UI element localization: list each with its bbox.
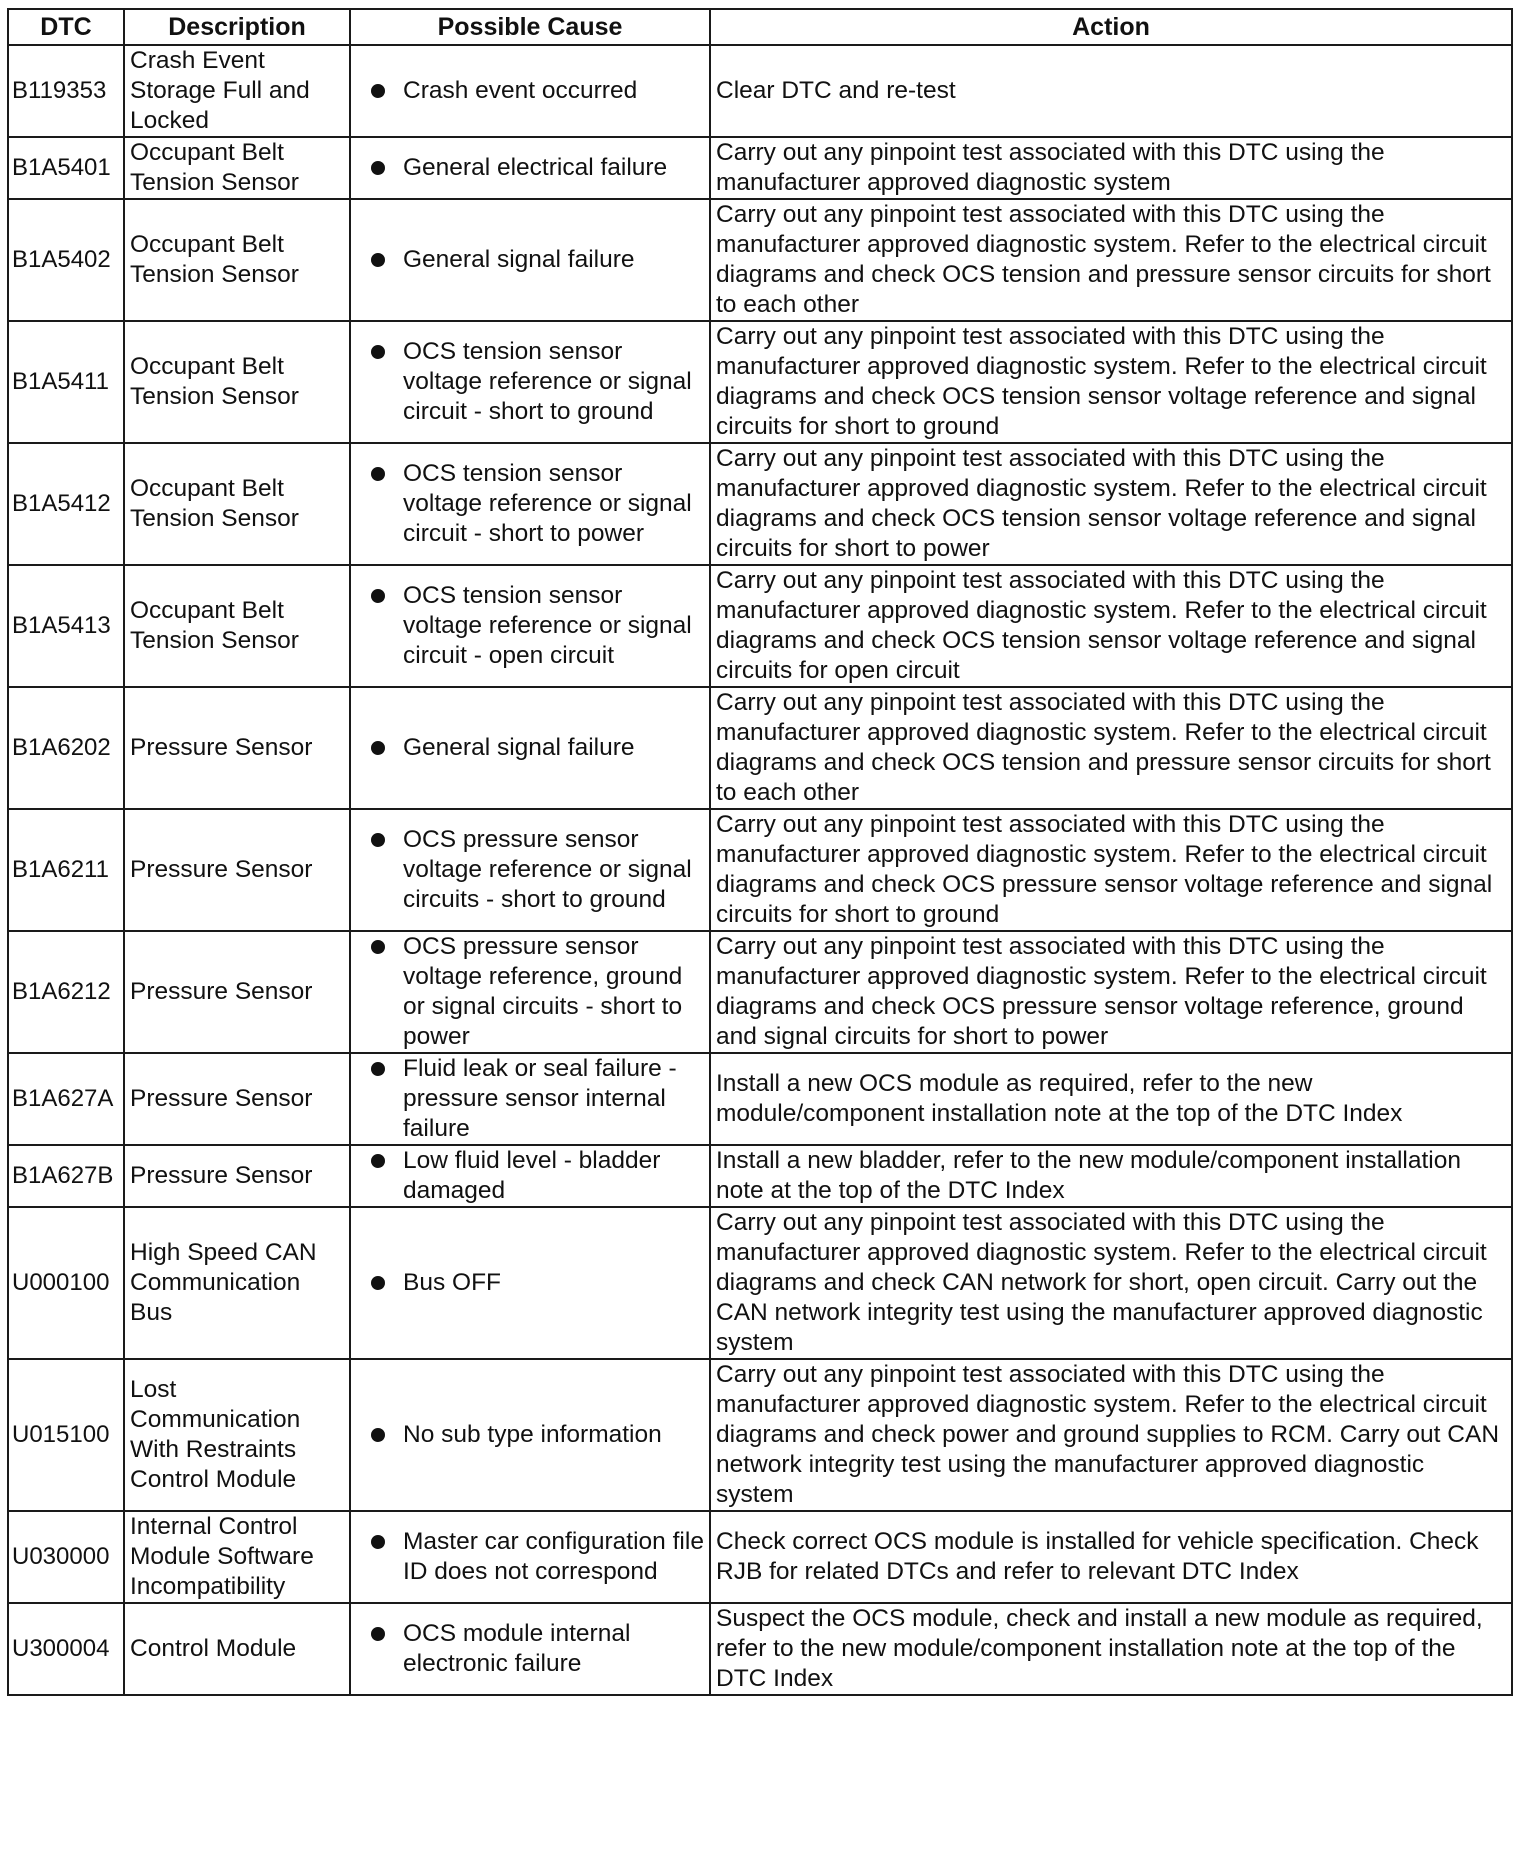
dtc-code: B1A5412 bbox=[8, 443, 124, 565]
possible-cause bbox=[350, 199, 710, 321]
dtc-description: Occupant Belt Tension Sensor bbox=[124, 443, 350, 565]
table-row bbox=[8, 1511, 1512, 1603]
possible-cause-text: Fluid leak or seal failure - pressure sensor internal failure bbox=[403, 1055, 677, 1142]
action-text: Carry out any pinpoint test associated with this DTC using the manufacturer approved diagnostic system. Refer to the electrical circuit diagrams and check OCS pressure sensor voltage reference and signal circuits for short to ground bbox=[710, 809, 1512, 931]
dtc-description: Occupant Belt Tension Sensor bbox=[124, 199, 350, 321]
dtc-code: B119353 bbox=[8, 45, 124, 137]
bullet-icon bbox=[371, 1154, 385, 1168]
dtc-description: Pressure Sensor bbox=[124, 687, 350, 809]
action-text: Carry out any pinpoint test associated with this DTC using the manufacturer approved diagnostic system. Refer to the electrical circuit diagrams and check OCS tension sensor voltage reference and signal circuits for short to power bbox=[710, 443, 1512, 565]
table-row bbox=[8, 1207, 1512, 1359]
header-dtc: DTC bbox=[8, 9, 124, 45]
possible-cause-text: General electrical failure bbox=[403, 154, 668, 181]
bullet-icon bbox=[371, 589, 385, 603]
dtc-description: Occupant Belt Tension Sensor bbox=[124, 321, 350, 443]
dtc-code: U030000 bbox=[8, 1511, 124, 1603]
bullet-icon bbox=[371, 833, 385, 847]
possible-cause bbox=[350, 1359, 710, 1511]
action-text: Carry out any pinpoint test associated with this DTC using the manufacturer approved diagnostic system. Refer to the electrical circuit diagrams and check power and ground supplies to RCM. Carry out CAN network integrity test using the manufacturer approved diagnostic system bbox=[710, 1359, 1512, 1511]
possible-cause bbox=[350, 1511, 710, 1603]
possible-cause-text: No sub type information bbox=[403, 1421, 662, 1448]
table-row bbox=[8, 1359, 1512, 1511]
header-row bbox=[8, 9, 1512, 45]
bullet-icon bbox=[371, 940, 385, 954]
dtc-description: Occupant Belt Tension Sensor bbox=[124, 565, 350, 687]
possible-cause-text: Low fluid level - bladder damaged bbox=[403, 1147, 661, 1204]
table-row bbox=[8, 565, 1512, 687]
possible-cause-text: OCS module internal electronic failure bbox=[403, 1620, 631, 1677]
table-row bbox=[8, 137, 1512, 199]
dtc-description: Internal Control Module Software Incompatibility bbox=[124, 1511, 350, 1603]
action-text: Suspect the OCS module, check and install a new module as required, refer to the new module/component installation note at the top of the DTC Index bbox=[710, 1603, 1512, 1695]
dtc-code: B1A6202 bbox=[8, 687, 124, 809]
action-text: Carry out any pinpoint test associated with this DTC using the manufacturer approved diagnostic system. Refer to the electrical circuit diagrams and check OCS tension and pressure sensor circuits for short to each other bbox=[710, 199, 1512, 321]
dtc-description: Occupant Belt Tension Sensor bbox=[124, 137, 350, 199]
possible-cause-text: Bus OFF bbox=[403, 1269, 502, 1296]
table-row bbox=[8, 809, 1512, 931]
dtc-description: Control Module bbox=[124, 1603, 350, 1695]
action-text: Clear DTC and re-test bbox=[710, 45, 1512, 137]
bullet-icon bbox=[371, 1428, 385, 1442]
possible-cause bbox=[350, 565, 710, 687]
dtc-description: High Speed CAN Communication Bus bbox=[124, 1207, 350, 1359]
table-row bbox=[8, 1145, 1512, 1207]
possible-cause-text: General signal failure bbox=[403, 246, 635, 273]
action-text: Carry out any pinpoint test associated with this DTC using the manufacturer approved diagnostic system. Refer to the electrical circuit diagrams and check OCS tension sensor voltage reference and signal circuits for open circuit bbox=[710, 565, 1512, 687]
possible-cause bbox=[350, 321, 710, 443]
possible-cause bbox=[350, 931, 710, 1053]
action-text: Carry out any pinpoint test associated with this DTC using the manufacturer approved diagnostic system. Refer to the electrical circuit diagrams and check CAN network for short, open circuit. Carry out the CAN network integrity test using the manufacturer approved diagnostic system bbox=[710, 1207, 1512, 1359]
possible-cause-text: OCS tension sensor voltage reference or signal circuit - short to ground bbox=[403, 338, 692, 425]
bullet-icon bbox=[371, 741, 385, 755]
possible-cause bbox=[350, 1603, 710, 1695]
header-action: Action bbox=[710, 9, 1512, 45]
possible-cause bbox=[350, 1145, 710, 1207]
dtc-code: B1A5402 bbox=[8, 199, 124, 321]
action-text: Carry out any pinpoint test associated with this DTC using the manufacturer approved diagnostic system. Refer to the electrical circuit diagrams and check OCS pressure sensor voltage reference, ground and signal circuits for short to power bbox=[710, 931, 1512, 1053]
action-text: Install a new OCS module as required, refer to the new module/component installation note at the top of the DTC Index bbox=[710, 1053, 1512, 1145]
table-row bbox=[8, 321, 1512, 443]
action-text: Carry out any pinpoint test associated with this DTC using the manufacturer approved diagnostic system bbox=[710, 137, 1512, 199]
dtc-code: U300004 bbox=[8, 1603, 124, 1695]
bullet-icon bbox=[371, 1062, 385, 1076]
possible-cause-text: OCS tension sensor voltage reference or signal circuit - open circuit bbox=[403, 582, 692, 669]
possible-cause-text: OCS tension sensor voltage reference or signal circuit - short to power bbox=[403, 460, 692, 547]
header-description: Description bbox=[124, 9, 350, 45]
dtc-description: Pressure Sensor bbox=[124, 1145, 350, 1207]
table-row bbox=[8, 45, 1512, 137]
bullet-icon bbox=[371, 1276, 385, 1290]
action-text: Carry out any pinpoint test associated with this DTC using the manufacturer approved diagnostic system. Refer to the electrical circuit diagrams and check OCS tension and pressure sensor circuits for short to each other bbox=[710, 687, 1512, 809]
dtc-code: B1A627B bbox=[8, 1145, 124, 1207]
possible-cause bbox=[350, 1207, 710, 1359]
table-row bbox=[8, 931, 1512, 1053]
dtc-table bbox=[7, 8, 1513, 1696]
dtc-description: Lost Communication With Restraints Control Module bbox=[124, 1359, 350, 1511]
table-row bbox=[8, 443, 1512, 565]
possible-cause bbox=[350, 809, 710, 931]
table-row bbox=[8, 1053, 1512, 1145]
action-text: Check correct OCS module is installed for vehicle specification. Check RJB for related DTCs and refer to relevant DTC Index bbox=[710, 1511, 1512, 1603]
dtc-description: Pressure Sensor bbox=[124, 809, 350, 931]
bullet-icon bbox=[371, 345, 385, 359]
header-possible-cause: Possible Cause bbox=[350, 9, 710, 45]
bullet-icon bbox=[371, 1535, 385, 1549]
possible-cause bbox=[350, 137, 710, 199]
possible-cause bbox=[350, 1053, 710, 1145]
action-text: Install a new bladder, refer to the new module/component installation note at the top of the DTC Index bbox=[710, 1145, 1512, 1207]
action-text: Carry out any pinpoint test associated with this DTC using the manufacturer approved diagnostic system. Refer to the electrical circuit diagrams and check OCS tension sensor voltage reference and signal circuits for short to ground bbox=[710, 321, 1512, 443]
dtc-code: B1A5401 bbox=[8, 137, 124, 199]
dtc-code: U015100 bbox=[8, 1359, 124, 1511]
possible-cause bbox=[350, 443, 710, 565]
bullet-icon bbox=[371, 467, 385, 481]
dtc-description: Pressure Sensor bbox=[124, 931, 350, 1053]
dtc-code: U000100 bbox=[8, 1207, 124, 1359]
possible-cause bbox=[350, 687, 710, 809]
bullet-icon bbox=[371, 253, 385, 267]
possible-cause-text: OCS pressure sensor voltage reference, ground or signal circuits - short to power bbox=[403, 933, 683, 1050]
dtc-code: B1A5411 bbox=[8, 321, 124, 443]
dtc-description: Crash Event Storage Full and Locked bbox=[124, 45, 350, 137]
table-row bbox=[8, 1603, 1512, 1695]
possible-cause-text: OCS pressure sensor voltage reference or signal circuits - short to ground bbox=[403, 826, 692, 913]
possible-cause-text: Crash event occurred bbox=[403, 77, 638, 104]
dtc-code: B1A5413 bbox=[8, 565, 124, 687]
bullet-icon bbox=[371, 1627, 385, 1641]
dtc-description: Pressure Sensor bbox=[124, 1053, 350, 1145]
bullet-icon bbox=[371, 84, 385, 98]
bullet-icon bbox=[371, 161, 385, 175]
possible-cause-text: Master car configuration file ID does not correspond bbox=[403, 1528, 704, 1585]
possible-cause bbox=[350, 45, 710, 137]
dtc-code: B1A6211 bbox=[8, 809, 124, 931]
dtc-code: B1A6212 bbox=[8, 931, 124, 1053]
table-row bbox=[8, 199, 1512, 321]
possible-cause-text: General signal failure bbox=[403, 734, 635, 761]
dtc-code: B1A627A bbox=[8, 1053, 124, 1145]
table-row bbox=[8, 687, 1512, 809]
